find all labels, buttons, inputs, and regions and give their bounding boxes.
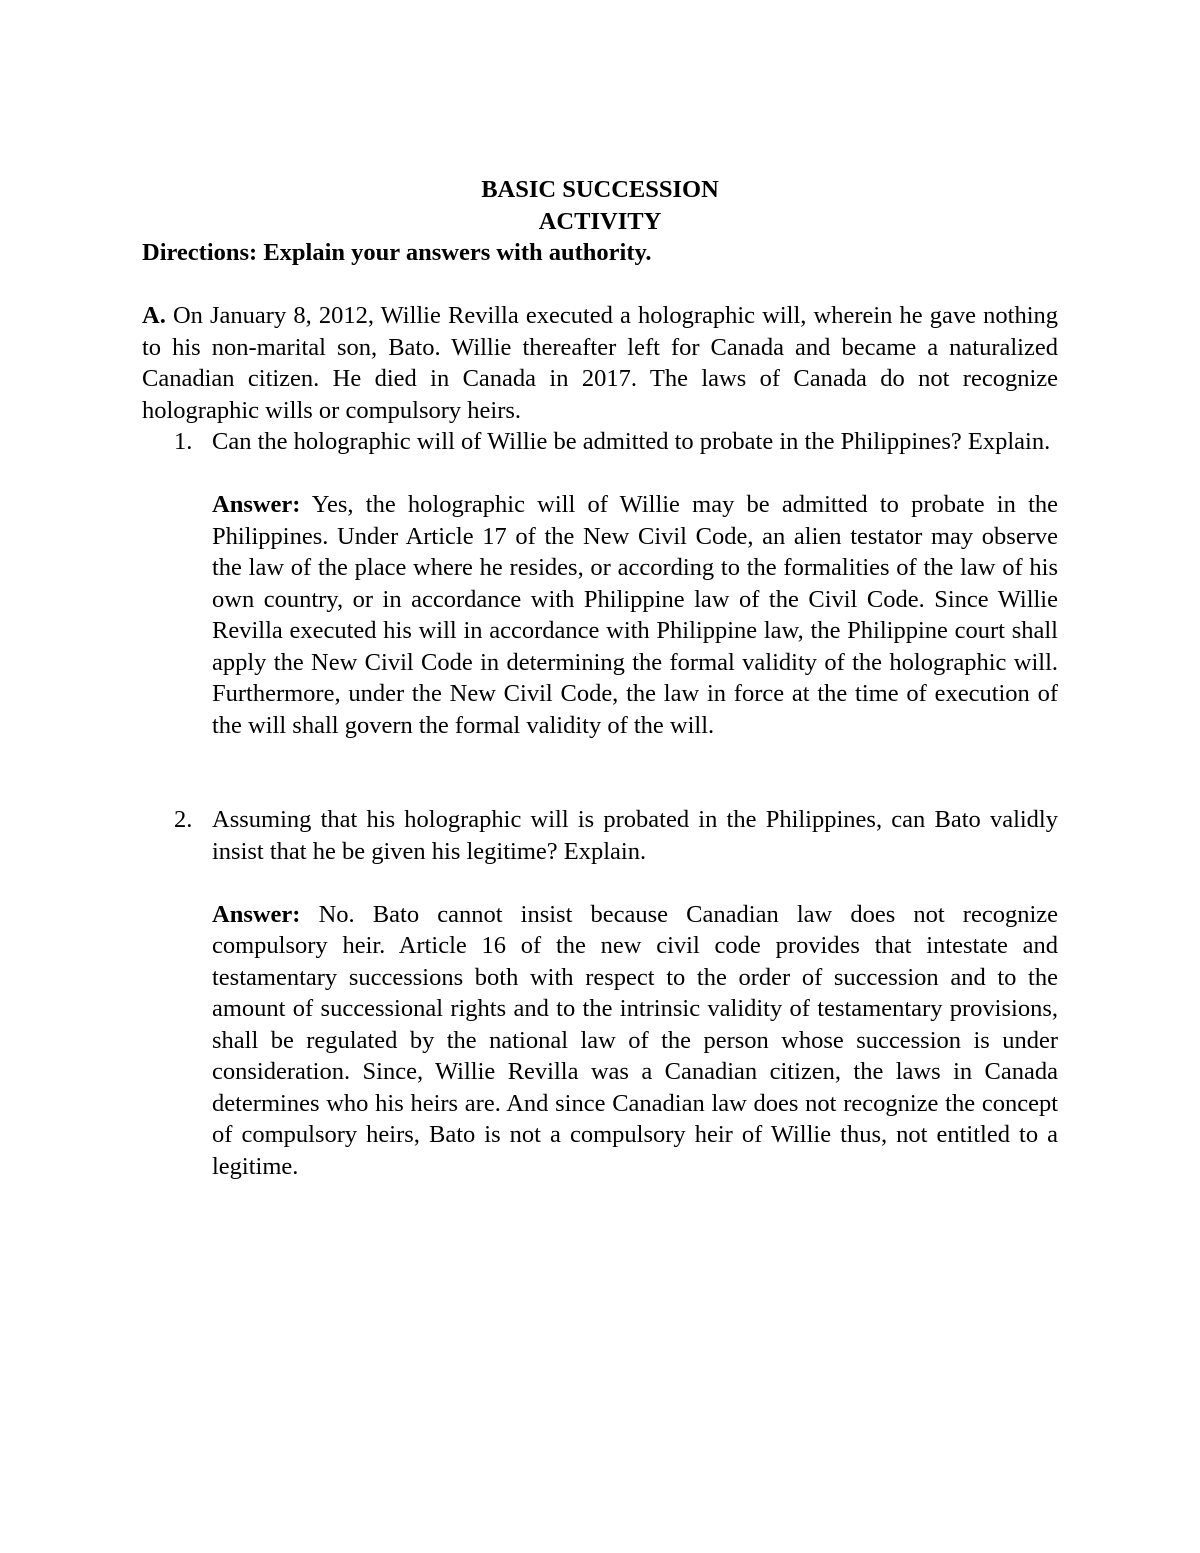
question-1 [142, 426, 1058, 458]
question-2-text: Assuming that his holographic will is probated in the Philippines, can Bato validly insist that he be given his legitime? Explain. [212, 806, 1058, 865]
question-2-number: 2. [174, 806, 193, 833]
section-a-text: On January 8, 2012, Willie Revilla executed a holographic will, wherein he gave nothing to his non-marital son, Bato. Willie thereafter left for Canada and became a naturalized Canadian citizen. He died in Canada in 2017. The laws of Canada do not recognize holographic wills or compulsory heirs. [142, 302, 1059, 424]
answer-2-text: No. Bato cannot insist because Canadian law does not recognize compulsory heir. Article 16 of the new civil code provides that intestate and testamentary successions both with respect to the order of succession and to the amount of successional rights and to the intrinsic validity of testamentary provisions, shall be regulated by the national law of the person whose succession is under consideration. Since, Willie Revilla was a Canadian citizen, the laws in Canada determines who his heirs are. And since Canadian law does not recognize the concept of compulsory heirs, Bato is not a compulsory heir of Willie thus, not entitled to a legitime. [212, 900, 1059, 1180]
spacer [142, 741, 1058, 804]
question-1-text: Can the holographic will of Willie be admitted to probate in the Philippines? Explain. [212, 428, 1051, 455]
document-page [142, 174, 1058, 1182]
answer-1-label: Answer: [212, 491, 301, 518]
spacer [142, 458, 1058, 490]
question-1-number: 1. [174, 428, 193, 455]
spacer [142, 269, 1058, 301]
document-title-line1: BASIC SUCCESSION [481, 176, 719, 203]
question-2 [142, 804, 1058, 867]
answer-2 [212, 899, 1058, 1183]
answer-1-text: Yes, the holographic will of Willie may be admitted to probate in the Philippines. Under Article 17 of the New Civil Code, an alien testator may observe the law of the place where he resides, or according to the formalities of the law of his own country, or in accordance with Philippine law of the Civil Code. Since Willie Revilla executed his will in accordance with Philippine law, the Philippine court shall apply the New Civil Code in determining the formal validity of the holographic will. Furthermore, under the New Civil Code, the law in force at the time of execution of the will shall govern the formal validity of the will. [212, 491, 1058, 739]
document-title-line2: ACTIVITY [538, 207, 662, 235]
section-a-label: A. [142, 302, 166, 329]
spacer [142, 867, 1058, 899]
directions: Directions: Explain your answers with authority. [142, 239, 652, 266]
answer-1 [212, 489, 1058, 741]
answer-2-label: Answer: [212, 900, 301, 928]
section-a-paragraph [142, 300, 1058, 426]
